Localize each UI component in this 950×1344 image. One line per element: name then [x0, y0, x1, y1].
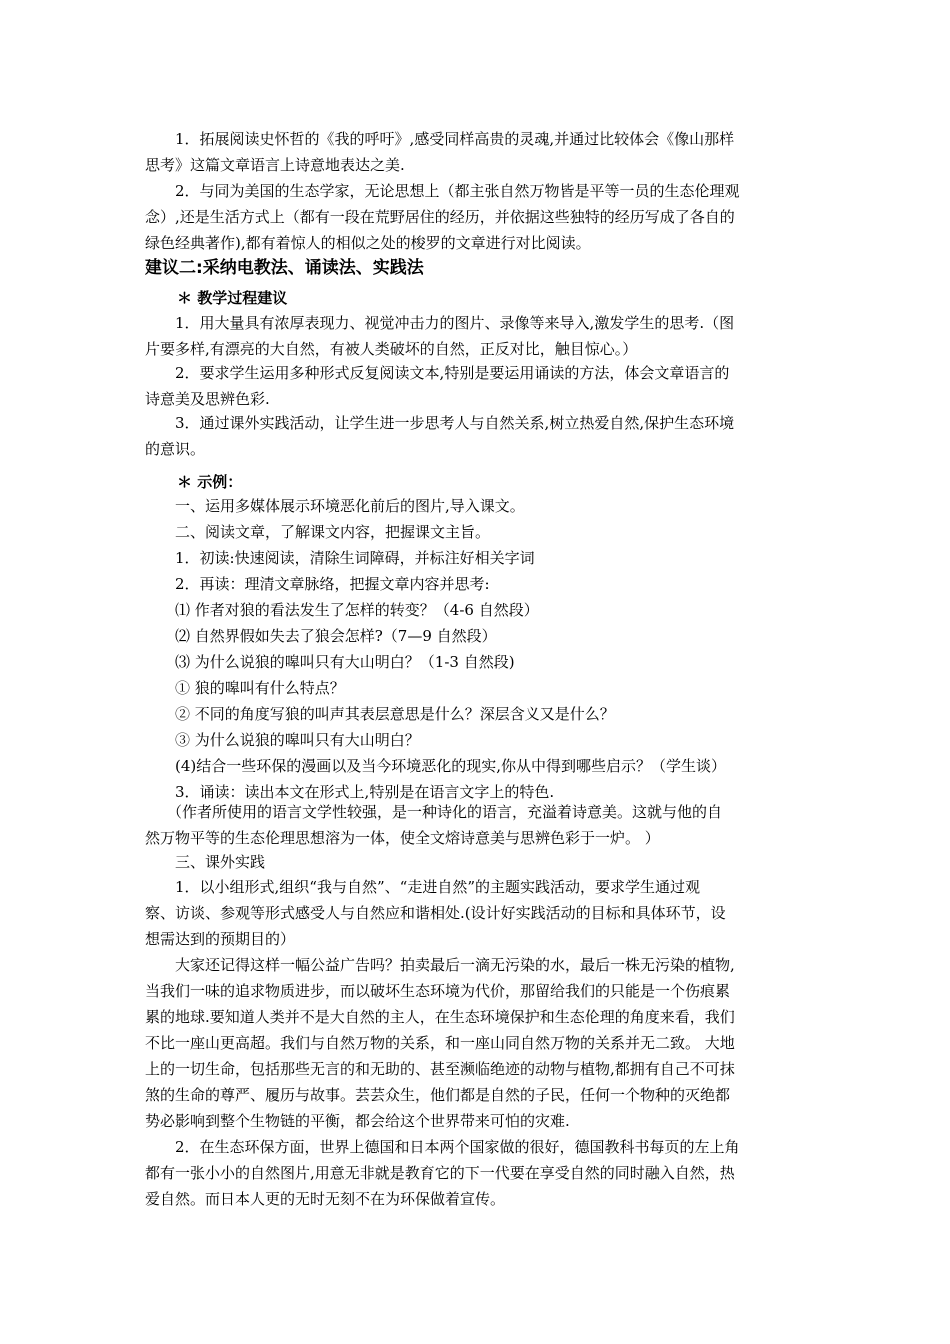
process-item-2 — [145, 360, 810, 412]
text-line: 思考》这篇文章语言上诗意地表达之美. — [145, 156, 405, 174]
text-line: 3．通过课外实践活动，让学生进一步思考人与自然关系,树立热爱自然,保护生态环境 — [175, 414, 735, 432]
list-item: ③ 为什么说狼的嗥叫只有大山明白？ — [175, 731, 420, 749]
list-item: 二、阅读文章，了解课文内容，把握课文主旨。 — [175, 523, 491, 541]
body-paragraph — [145, 952, 810, 1134]
text-line: 不比一座山更高超。我们与自然万物的关系，和一座山同自然万物的关系并无二致。 大地 — [145, 1034, 735, 1052]
text-line: 2．与同为美国的生态学家，无论思想上（都主张自然万物皆是平等一员的生态伦理观 — [175, 182, 740, 200]
list-item: ⑵ 自然界假如失去了狼会怎样?（7—9 自然段） — [175, 627, 497, 645]
text-line: 2．要求学生运用多种形式反复阅读文本,特别是要运用诵读的方法，体会文章语言的 — [175, 364, 730, 382]
text-line: 绿色经典著作),都有着惊人的相似之处的梭罗的文章进行对比阅读。 — [145, 234, 591, 252]
list-item: 3．诵读：读出本文在形式上,特别是在语言文字上的特色. — [175, 783, 555, 801]
list-item: ⑶ 为什么说狼的嗥叫只有大山明白？（1-3 自然段) — [175, 653, 515, 671]
intro-item-1 — [145, 126, 810, 178]
text-line: 三、课外实践 — [175, 853, 266, 871]
text-line: 然万物平等的生态伦理思想溶为一体，使全文熔诗意美与思辨色彩于一炉。 ） — [145, 829, 660, 847]
text-line: 2．在生态环保方面，世界上德国和日本两个国家做的很好，德国教科书每页的左上角 — [175, 1138, 740, 1156]
process-item-1 — [145, 310, 810, 362]
section-heading: 建议二:采纳电教法、诵读法、实践法 — [145, 258, 424, 278]
intro-item-2 — [145, 178, 810, 256]
list-item: 一、运用多媒体展示环境恶化前后的图片,导入课文。 — [175, 497, 525, 515]
example-heading: ＊ 示例： — [177, 473, 243, 491]
text-line: 上的一切生命，包括那些无言的和无助的、甚至濒临绝迹的动物与植物,都拥有自己不可抹 — [145, 1060, 735, 1078]
text-line: 想需达到的预期目的） — [145, 930, 296, 948]
list-item: 2．再读：理清文章脉络，把握文章内容并思考: — [175, 575, 490, 593]
example-list — [145, 493, 810, 805]
text-line: 势必影响到整个生物链的平衡，都会给这个世界带来可怕的灾难. — [145, 1112, 570, 1130]
list-item: ⑴ 作者对狼的看法发生了怎样的转变？（4-6 自然段） — [175, 601, 539, 619]
text-line: 1．用大量具有浓厚表现力、视觉冲击力的图片、录像等来导入,激发学生的思考.（图 — [175, 314, 735, 332]
process-item-3 — [145, 410, 810, 462]
list-item: 1．初读:快速阅读，清除生词障碍，并标注好相关字词 — [175, 549, 535, 567]
practice-heading — [145, 849, 810, 875]
practice-item-2 — [145, 1134, 810, 1212]
text-line: （作者所使用的语言文学性较强，是一种诗化的语言，充溢着诗意美。这就与他的自 — [167, 803, 723, 821]
process-heading: ＊ 教学过程建议 — [177, 289, 288, 307]
text-line: 诗意美及思辨色彩. — [145, 390, 270, 408]
text-line: 爱自然。而日本人更的无时无刻不在为环保做着宣传。 — [145, 1190, 506, 1208]
practice-item-1 — [145, 874, 810, 952]
text-line: 都有一张小小的自然图片,用意无非就是教育它的下一代要在享受自然的同时融入自然，热 — [145, 1164, 735, 1182]
text-line: 大家还记得这样一幅公益广告吗？拍卖最后一滴无污染的水，最后一株无污染的植物, — [175, 956, 735, 974]
text-line: 察、访谈、参观等形式感受人与自然应和谐相处.(设计好实践活动的目标和具体环节，设 — [145, 904, 726, 922]
text-line: 片要多样,有漂亮的大自然，有被人类破坏的自然，正反对比，触目惊心。） — [145, 340, 638, 358]
text-line: 1．拓展阅读史怀哲的《我的呼吁》,感受同样高贵的灵魂,并通过比较体会《像山那样 — [175, 130, 735, 148]
list-item: (4)结合一些环保的漫画以及当今环境恶化的现实,你从中得到哪些启示？（学生谈） — [175, 757, 727, 775]
text-line: 念）,还是生活方式上（都有一段在荒野居住的经历，并依据这些独特的经历写成了各自的 — [145, 208, 735, 226]
note-paragraph — [145, 799, 810, 851]
text-line: 累的地球.要知道人类并不是大自然的主人，在生态环境保护和生态伦理的角度来看，我们 — [145, 1008, 735, 1026]
text-line: 1．以小组形式,组织“我与自然”、“走进自然”的主题实践活动，要求学生通过观 — [175, 878, 700, 896]
text-line: 当我们一味的追求物质进步，而以破坏生态环境为代价，那留给我们的只能是一个伤痕累 — [145, 982, 731, 1000]
list-item: ① 狼的嗥叫有什么特点？ — [175, 679, 345, 697]
list-item: ② 不同的角度写狼的叫声其表层意思是什么？深层含义又是什么？ — [175, 705, 615, 723]
text-line: 煞的生命的尊严、履历与故事。芸芸众生，他们都是自然的子民，任何一个物种的灭绝都 — [145, 1086, 731, 1104]
text-line: 的意识。 — [145, 440, 206, 458]
